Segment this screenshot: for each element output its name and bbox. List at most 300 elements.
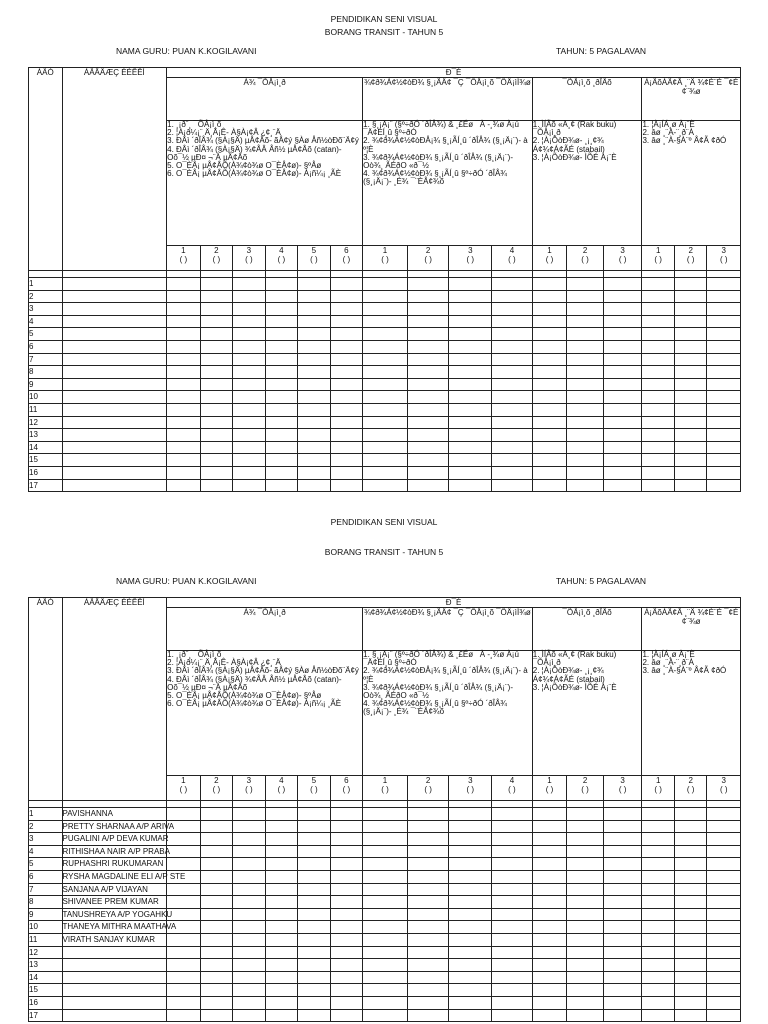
score-cell[interactable]	[532, 366, 567, 379]
score-cell[interactable]	[492, 454, 533, 467]
score-cell[interactable]	[233, 391, 266, 404]
student-name[interactable]: TANUSHREYA A/P YOGAHKU	[62, 908, 167, 921]
score-cell[interactable]	[298, 466, 331, 479]
score-cell[interactable]	[407, 315, 449, 328]
student-name[interactable]	[62, 353, 167, 366]
student-name[interactable]	[62, 290, 167, 303]
score-cell[interactable]	[707, 278, 741, 291]
score-cell[interactable]	[707, 870, 741, 883]
score-cell[interactable]	[567, 959, 604, 972]
score-cell[interactable]	[363, 278, 408, 291]
score-cell[interactable]	[449, 908, 492, 921]
score-cell[interactable]	[233, 328, 266, 341]
score-cell[interactable]	[674, 290, 707, 303]
score-cell[interactable]	[265, 466, 298, 479]
score-cell[interactable]	[200, 996, 233, 1009]
score-cell[interactable]	[407, 290, 449, 303]
score-cell[interactable]	[642, 883, 675, 896]
score-cell[interactable]	[233, 303, 266, 316]
score-cell[interactable]	[200, 353, 233, 366]
score-cell[interactable]	[298, 303, 331, 316]
score-cell[interactable]	[233, 1009, 266, 1022]
score-cell[interactable]	[330, 366, 363, 379]
score-cell[interactable]	[449, 946, 492, 959]
score-cell[interactable]	[532, 290, 567, 303]
score-cell[interactable]	[567, 378, 604, 391]
score-cell[interactable]	[200, 808, 233, 821]
score-cell[interactable]	[707, 820, 741, 833]
score-cell[interactable]	[707, 290, 741, 303]
score-cell[interactable]	[407, 340, 449, 353]
score-cell[interactable]	[167, 883, 201, 896]
score-cell[interactable]	[603, 921, 642, 934]
score-cell[interactable]	[567, 366, 604, 379]
score-cell[interactable]	[363, 378, 408, 391]
score-cell[interactable]	[707, 933, 741, 946]
score-cell[interactable]	[298, 328, 331, 341]
score-cell[interactable]	[265, 896, 298, 909]
score-cell[interactable]	[363, 290, 408, 303]
score-cell[interactable]	[492, 870, 533, 883]
score-cell[interactable]	[330, 315, 363, 328]
score-cell[interactable]	[567, 1009, 604, 1022]
score-cell[interactable]	[200, 278, 233, 291]
score-cell[interactable]	[707, 1009, 741, 1022]
score-cell[interactable]	[449, 996, 492, 1009]
score-cell[interactable]	[532, 278, 567, 291]
score-cell[interactable]	[407, 808, 449, 821]
score-cell[interactable]	[707, 971, 741, 984]
score-cell[interactable]	[492, 366, 533, 379]
score-cell[interactable]	[642, 808, 675, 821]
score-cell[interactable]	[532, 971, 567, 984]
score-cell[interactable]	[492, 378, 533, 391]
score-cell[interactable]	[642, 858, 675, 871]
student-name[interactable]	[62, 366, 167, 379]
score-cell[interactable]	[449, 353, 492, 366]
score-cell[interactable]	[200, 870, 233, 883]
score-cell[interactable]	[265, 278, 298, 291]
student-name[interactable]	[62, 996, 167, 1009]
score-cell[interactable]	[449, 391, 492, 404]
score-cell[interactable]	[674, 328, 707, 341]
score-cell[interactable]	[674, 883, 707, 896]
score-cell[interactable]	[233, 278, 266, 291]
score-cell[interactable]	[642, 984, 675, 997]
score-cell[interactable]	[492, 303, 533, 316]
score-cell[interactable]	[642, 328, 675, 341]
score-cell[interactable]	[707, 896, 741, 909]
score-cell[interactable]	[265, 808, 298, 821]
score-cell[interactable]	[642, 479, 675, 492]
score-cell[interactable]	[363, 429, 408, 442]
score-cell[interactable]	[532, 870, 567, 883]
score-cell[interactable]	[407, 921, 449, 934]
score-cell[interactable]	[298, 441, 331, 454]
score-cell[interactable]	[567, 808, 604, 821]
student-name[interactable]: SHIVANEE PREM KUMAR	[62, 896, 167, 909]
score-cell[interactable]	[674, 403, 707, 416]
student-name[interactable]	[62, 1009, 167, 1022]
score-cell[interactable]	[298, 315, 331, 328]
score-cell[interactable]	[532, 378, 567, 391]
score-cell[interactable]	[449, 883, 492, 896]
score-cell[interactable]	[233, 416, 266, 429]
score-cell[interactable]	[330, 984, 363, 997]
score-cell[interactable]	[642, 340, 675, 353]
score-cell[interactable]	[492, 984, 533, 997]
student-name[interactable]	[62, 278, 167, 291]
score-cell[interactable]	[674, 378, 707, 391]
score-cell[interactable]	[492, 808, 533, 821]
score-cell[interactable]	[407, 896, 449, 909]
score-cell[interactable]	[363, 858, 408, 871]
score-cell[interactable]	[233, 933, 266, 946]
student-name[interactable]	[62, 391, 167, 404]
score-cell[interactable]	[449, 416, 492, 429]
score-cell[interactable]	[603, 315, 642, 328]
score-cell[interactable]	[642, 946, 675, 959]
score-cell[interactable]	[603, 984, 642, 997]
score-cell[interactable]	[298, 933, 331, 946]
score-cell[interactable]	[233, 429, 266, 442]
score-cell[interactable]	[363, 416, 408, 429]
score-cell[interactable]	[407, 403, 449, 416]
score-cell[interactable]	[674, 870, 707, 883]
score-cell[interactable]	[674, 303, 707, 316]
score-cell[interactable]	[298, 479, 331, 492]
score-cell[interactable]	[449, 933, 492, 946]
score-cell[interactable]	[532, 391, 567, 404]
score-cell[interactable]	[407, 328, 449, 341]
score-cell[interactable]	[603, 278, 642, 291]
score-cell[interactable]	[407, 858, 449, 871]
score-cell[interactable]	[449, 429, 492, 442]
score-cell[interactable]	[707, 479, 741, 492]
score-cell[interactable]	[167, 290, 201, 303]
score-cell[interactable]	[449, 971, 492, 984]
student-name[interactable]: RYSHA MAGDALINE ELI A/P STE	[62, 870, 167, 883]
score-cell[interactable]	[298, 896, 331, 909]
score-cell[interactable]	[603, 403, 642, 416]
score-cell[interactable]	[567, 921, 604, 934]
score-cell[interactable]	[363, 454, 408, 467]
score-cell[interactable]	[363, 303, 408, 316]
score-cell[interactable]	[449, 303, 492, 316]
score-cell[interactable]	[200, 858, 233, 871]
score-cell[interactable]	[674, 454, 707, 467]
score-cell[interactable]	[407, 820, 449, 833]
score-cell[interactable]	[363, 996, 408, 1009]
score-cell[interactable]	[330, 303, 363, 316]
score-cell[interactable]	[233, 454, 266, 467]
score-cell[interactable]	[167, 353, 201, 366]
score-cell[interactable]	[330, 1009, 363, 1022]
score-cell[interactable]	[298, 1009, 331, 1022]
score-cell[interactable]	[532, 996, 567, 1009]
score-cell[interactable]	[674, 391, 707, 404]
score-cell[interactable]	[674, 366, 707, 379]
score-cell[interactable]	[707, 416, 741, 429]
score-cell[interactable]	[707, 353, 741, 366]
score-cell[interactable]	[532, 984, 567, 997]
score-cell[interactable]	[449, 959, 492, 972]
score-cell[interactable]	[330, 290, 363, 303]
score-cell[interactable]	[707, 303, 741, 316]
score-cell[interactable]	[707, 858, 741, 871]
score-cell[interactable]	[603, 883, 642, 896]
score-cell[interactable]	[674, 808, 707, 821]
score-cell[interactable]	[492, 858, 533, 871]
score-cell[interactable]	[707, 808, 741, 821]
score-cell[interactable]	[674, 896, 707, 909]
score-cell[interactable]	[265, 946, 298, 959]
score-cell[interactable]	[567, 883, 604, 896]
score-cell[interactable]	[200, 416, 233, 429]
score-cell[interactable]	[532, 466, 567, 479]
score-cell[interactable]	[492, 429, 533, 442]
score-cell[interactable]	[449, 441, 492, 454]
score-cell[interactable]	[567, 278, 604, 291]
score-cell[interactable]	[449, 290, 492, 303]
student-name[interactable]: SANJANA A/P VIJAYAN	[62, 883, 167, 896]
score-cell[interactable]	[363, 353, 408, 366]
score-cell[interactable]	[492, 908, 533, 921]
score-cell[interactable]	[265, 290, 298, 303]
score-cell[interactable]	[707, 959, 741, 972]
score-cell[interactable]	[449, 366, 492, 379]
score-cell[interactable]	[233, 959, 266, 972]
score-cell[interactable]	[567, 454, 604, 467]
score-cell[interactable]	[200, 290, 233, 303]
score-cell[interactable]	[603, 996, 642, 1009]
score-cell[interactable]	[674, 959, 707, 972]
score-cell[interactable]	[233, 340, 266, 353]
score-cell[interactable]	[330, 908, 363, 921]
score-cell[interactable]	[492, 883, 533, 896]
student-name[interactable]: RITHISHAA NAIR A/P PRABA	[62, 845, 167, 858]
score-cell[interactable]	[567, 353, 604, 366]
score-cell[interactable]	[532, 845, 567, 858]
score-cell[interactable]	[265, 1009, 298, 1022]
score-cell[interactable]	[265, 416, 298, 429]
score-cell[interactable]	[330, 933, 363, 946]
score-cell[interactable]	[449, 403, 492, 416]
score-cell[interactable]	[707, 883, 741, 896]
score-cell[interactable]	[265, 391, 298, 404]
score-cell[interactable]	[674, 971, 707, 984]
score-cell[interactable]	[567, 896, 604, 909]
score-cell[interactable]	[363, 441, 408, 454]
score-cell[interactable]	[233, 984, 266, 997]
score-cell[interactable]	[603, 833, 642, 846]
score-cell[interactable]	[567, 429, 604, 442]
score-cell[interactable]	[449, 984, 492, 997]
score-cell[interactable]	[233, 378, 266, 391]
score-cell[interactable]	[200, 315, 233, 328]
score-cell[interactable]	[407, 353, 449, 366]
score-cell[interactable]	[603, 353, 642, 366]
score-cell[interactable]	[330, 996, 363, 1009]
score-cell[interactable]	[567, 303, 604, 316]
score-cell[interactable]	[567, 391, 604, 404]
score-cell[interactable]	[363, 984, 408, 997]
score-cell[interactable]	[265, 883, 298, 896]
score-cell[interactable]	[298, 378, 331, 391]
score-cell[interactable]	[603, 896, 642, 909]
score-cell[interactable]	[233, 466, 266, 479]
score-cell[interactable]	[407, 996, 449, 1009]
score-cell[interactable]	[567, 908, 604, 921]
score-cell[interactable]	[265, 858, 298, 871]
score-cell[interactable]	[407, 870, 449, 883]
score-cell[interactable]	[603, 870, 642, 883]
score-cell[interactable]	[233, 833, 266, 846]
score-cell[interactable]	[642, 971, 675, 984]
score-cell[interactable]	[532, 883, 567, 896]
score-cell[interactable]	[707, 378, 741, 391]
score-cell[interactable]	[298, 416, 331, 429]
score-cell[interactable]	[603, 933, 642, 946]
score-cell[interactable]	[532, 328, 567, 341]
score-cell[interactable]	[707, 845, 741, 858]
student-name[interactable]	[62, 378, 167, 391]
score-cell[interactable]	[642, 908, 675, 921]
student-name[interactable]	[62, 971, 167, 984]
score-cell[interactable]	[407, 933, 449, 946]
score-cell[interactable]	[674, 820, 707, 833]
score-cell[interactable]	[532, 808, 567, 821]
score-cell[interactable]	[298, 403, 331, 416]
score-cell[interactable]	[265, 479, 298, 492]
score-cell[interactable]	[674, 416, 707, 429]
score-cell[interactable]	[449, 328, 492, 341]
score-cell[interactable]	[330, 416, 363, 429]
score-cell[interactable]	[492, 479, 533, 492]
score-cell[interactable]	[233, 441, 266, 454]
score-cell[interactable]	[330, 479, 363, 492]
score-cell[interactable]	[707, 454, 741, 467]
score-cell[interactable]	[407, 303, 449, 316]
score-cell[interactable]	[167, 328, 201, 341]
score-cell[interactable]	[603, 391, 642, 404]
score-cell[interactable]	[532, 340, 567, 353]
score-cell[interactable]	[674, 441, 707, 454]
score-cell[interactable]	[449, 845, 492, 858]
score-cell[interactable]	[449, 454, 492, 467]
score-cell[interactable]	[707, 366, 741, 379]
score-cell[interactable]	[363, 366, 408, 379]
score-cell[interactable]	[265, 454, 298, 467]
score-cell[interactable]	[265, 315, 298, 328]
score-cell[interactable]	[363, 391, 408, 404]
score-cell[interactable]	[200, 454, 233, 467]
score-cell[interactable]	[407, 971, 449, 984]
score-cell[interactable]	[363, 820, 408, 833]
score-cell[interactable]	[567, 996, 604, 1009]
score-cell[interactable]	[674, 845, 707, 858]
score-cell[interactable]	[330, 971, 363, 984]
score-cell[interactable]	[642, 429, 675, 442]
score-cell[interactable]	[330, 429, 363, 442]
score-cell[interactable]	[674, 858, 707, 871]
score-cell[interactable]	[492, 278, 533, 291]
score-cell[interactable]	[233, 858, 266, 871]
score-cell[interactable]	[674, 479, 707, 492]
score-cell[interactable]	[265, 845, 298, 858]
score-cell[interactable]	[532, 429, 567, 442]
score-cell[interactable]	[298, 883, 331, 896]
score-cell[interactable]	[567, 971, 604, 984]
student-name[interactable]	[62, 315, 167, 328]
score-cell[interactable]	[532, 1009, 567, 1022]
score-cell[interactable]	[603, 466, 642, 479]
student-name[interactable]	[62, 984, 167, 997]
score-cell[interactable]	[167, 808, 201, 821]
score-cell[interactable]	[330, 391, 363, 404]
score-cell[interactable]	[567, 441, 604, 454]
score-cell[interactable]	[492, 946, 533, 959]
score-cell[interactable]	[167, 996, 201, 1009]
score-cell[interactable]	[167, 896, 201, 909]
score-cell[interactable]	[233, 883, 266, 896]
score-cell[interactable]	[200, 908, 233, 921]
score-cell[interactable]	[407, 833, 449, 846]
score-cell[interactable]	[707, 328, 741, 341]
student-name[interactable]	[62, 328, 167, 341]
score-cell[interactable]	[363, 328, 408, 341]
score-cell[interactable]	[298, 353, 331, 366]
score-cell[interactable]	[298, 858, 331, 871]
score-cell[interactable]	[603, 290, 642, 303]
score-cell[interactable]	[642, 1009, 675, 1022]
score-cell[interactable]	[603, 971, 642, 984]
score-cell[interactable]	[674, 1009, 707, 1022]
score-cell[interactable]	[674, 353, 707, 366]
score-cell[interactable]	[492, 466, 533, 479]
score-cell[interactable]	[567, 290, 604, 303]
score-cell[interactable]	[449, 921, 492, 934]
student-name[interactable]: THANEYA MITHRA MAATHAVA	[62, 921, 167, 934]
score-cell[interactable]	[407, 366, 449, 379]
score-cell[interactable]	[265, 971, 298, 984]
score-cell[interactable]	[492, 416, 533, 429]
score-cell[interactable]	[642, 366, 675, 379]
score-cell[interactable]	[233, 921, 266, 934]
score-cell[interactable]	[167, 441, 201, 454]
score-cell[interactable]	[298, 946, 331, 959]
student-name[interactable]: RUPHASHRI RUKUMARAN	[62, 858, 167, 871]
score-cell[interactable]	[265, 328, 298, 341]
score-cell[interactable]	[567, 328, 604, 341]
score-cell[interactable]	[407, 378, 449, 391]
score-cell[interactable]	[449, 378, 492, 391]
score-cell[interactable]	[707, 833, 741, 846]
score-cell[interactable]	[492, 403, 533, 416]
score-cell[interactable]	[603, 1009, 642, 1022]
score-cell[interactable]	[298, 820, 331, 833]
student-name[interactable]	[62, 959, 167, 972]
score-cell[interactable]	[567, 858, 604, 871]
score-cell[interactable]	[642, 959, 675, 972]
score-cell[interactable]	[449, 278, 492, 291]
score-cell[interactable]	[265, 441, 298, 454]
score-cell[interactable]	[265, 340, 298, 353]
score-cell[interactable]	[363, 479, 408, 492]
score-cell[interactable]	[298, 984, 331, 997]
score-cell[interactable]	[330, 466, 363, 479]
score-cell[interactable]	[674, 833, 707, 846]
